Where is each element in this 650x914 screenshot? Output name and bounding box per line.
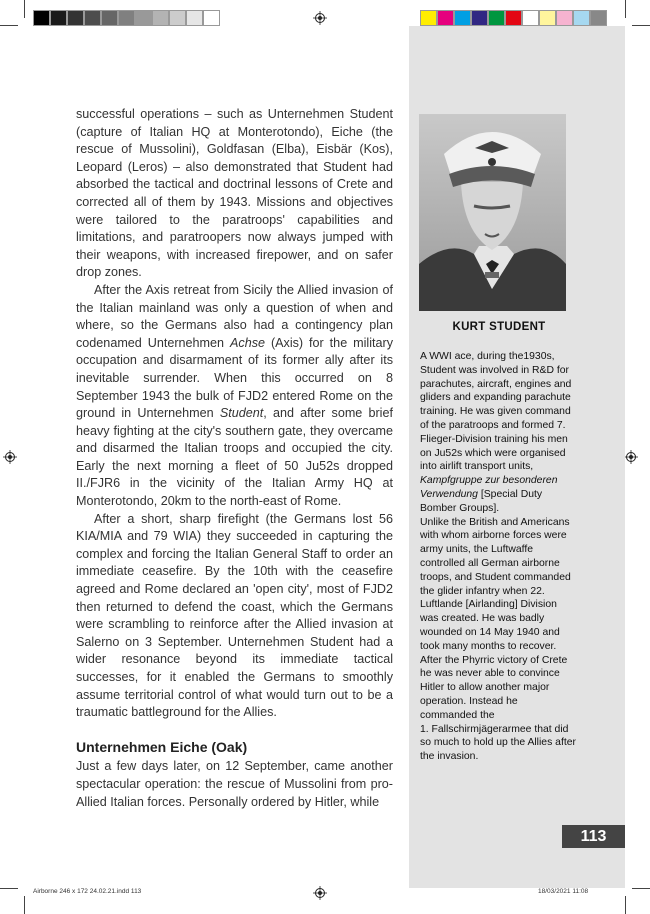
color-swatch — [152, 10, 169, 26]
section-heading: Unternehmen Eiche (Oak) — [76, 738, 248, 755]
color-swatch — [590, 10, 607, 26]
footer-timestamp: 18/03/2021 11:08 — [538, 888, 589, 895]
sidebar-bio — [420, 350, 576, 764]
color-swatch — [505, 10, 522, 26]
bio-paragraph: Unlike the British and Americans with whom airborne forces were army units, the Luftwaffe controlled all German airborne troops, and Student commanded the glider infantry when 22. Luftlande [Airlanding] Division was created. He was badly wounded on 14 May 1940 and took many months to recover. After the Phyrric victory of Crete he was never able to convince Hitler to allow another major operation. Instead he commanded the — [420, 516, 571, 721]
page-number: 113 — [562, 825, 625, 848]
grayscale-calibration-bar — [33, 10, 220, 26]
color-swatch — [186, 10, 203, 26]
registration-mark-icon — [313, 11, 327, 25]
crop-mark — [632, 25, 650, 26]
crop-mark — [24, 0, 25, 18]
crop-mark — [0, 888, 18, 889]
color-swatch — [50, 10, 67, 26]
color-swatch — [135, 10, 152, 26]
color-swatch — [118, 10, 135, 26]
registration-mark-icon — [624, 450, 638, 464]
crop-mark — [625, 0, 626, 18]
portrait-photo — [419, 114, 566, 311]
color-swatch — [556, 10, 573, 26]
color-swatch — [67, 10, 84, 26]
crop-mark — [625, 896, 626, 914]
color-swatch — [454, 10, 471, 26]
color-swatch — [437, 10, 454, 26]
bio-paragraph: 1. Fallschirmjägerarmee that did so much to hold up the Allies after the invasion. — [420, 723, 576, 763]
color-swatch — [84, 10, 101, 26]
color-calibration-bar — [420, 10, 607, 26]
color-swatch — [488, 10, 505, 26]
color-swatch — [101, 10, 118, 26]
bio-paragraph: A WWI ace, during the1930s, Student was involved in R&D for parachutes, aircraft, engines and gliders and expanding parachute training. He was given command of the paratroops and formed 7. Flieger-Division training his men on Ju52s which were organised into airlift transport units, Kampfgruppe zur besonderen Verwendung [Special Duty Bomber Groups]. — [420, 351, 572, 514]
color-swatch — [522, 10, 539, 26]
color-swatch — [420, 10, 437, 26]
crop-mark — [632, 888, 650, 889]
color-swatch — [471, 10, 488, 26]
crop-mark — [0, 25, 18, 26]
color-swatch — [203, 10, 220, 26]
registration-mark-icon — [313, 886, 327, 900]
footer-file-info: Airborne 246 x 172 24.02.21.indd 113 — [33, 888, 142, 895]
crop-mark — [24, 896, 25, 914]
photo-caption: KURT STUDENT — [452, 321, 546, 333]
body-paragraph: After a short, sharp firefight (the Germans lost 56 KIA/MIA and 79 WIA) they succeeded in capturing the complex and forcing the Italian General Staff to order an immediate ceasefire. By the 10th with the ceasefire agreed and Rome declared an 'open city', most of FJD2 then returned to defend the coast, which the Germans were scrambling to reinforce after the Allied invasion at Salerno on 3 September. Unternehmen Student had a wider resonance beyond its immediate tactical successes, for it enabled the Germans to smoothly assume territorial control of what would turn out to be a traumatic battleground for the Allies. — [76, 511, 393, 720]
main-column — [76, 106, 393, 811]
color-swatch — [33, 10, 50, 26]
color-swatch — [573, 10, 590, 26]
color-swatch — [169, 10, 186, 26]
color-swatch — [539, 10, 556, 26]
body-paragraph: successful operations – such as Unternehmen Student (capture of Italian HQ at Monterotondo), Eiche (the rescue of Mussolini), Goldfasan (Elba), Eisbär (Kos), Leopard (Leros) – also demonstrated that Student had absorbed the tactical and doctrinal lessons of Crete and corrected all of them by 1943. Missions and objectives were tailored to the paratroops' capabilities and limitations, and paratroopers now always jumped with their weapons, with increased firepower, and on safer drop zones. — [76, 107, 393, 280]
body-paragraph: After the Axis retreat from Sicily the Allied invasion of the Italian mainland was only a question of when and where, so the Germans also had a contingency plan codenamed Unternehmen Achse (Axis) for the military occupation and disarmament of its former ally after its inevitable surrender. When this occurred on 8 September 1943 the bulk of FJD2 entered Rome on the ground in Unternehmen Student, and after some brief heavy fighting at the city's southern gate, they overcame and disarmed the Italian troops and occupied the city. Early the next morning a fleet of 50 Ju52s dropped II./FJR6 in the vicinity of the Italian Army HQ at Monterotondo, 20km to the north-east of Rome. — [76, 282, 394, 509]
body-paragraph: Just a few days later, on 12 September, came another spectacular operation: the rescue of Mussolini from pro-Allied Italian forces. Personally ordered by Hitler, while — [76, 759, 393, 809]
registration-mark-icon — [3, 450, 17, 464]
